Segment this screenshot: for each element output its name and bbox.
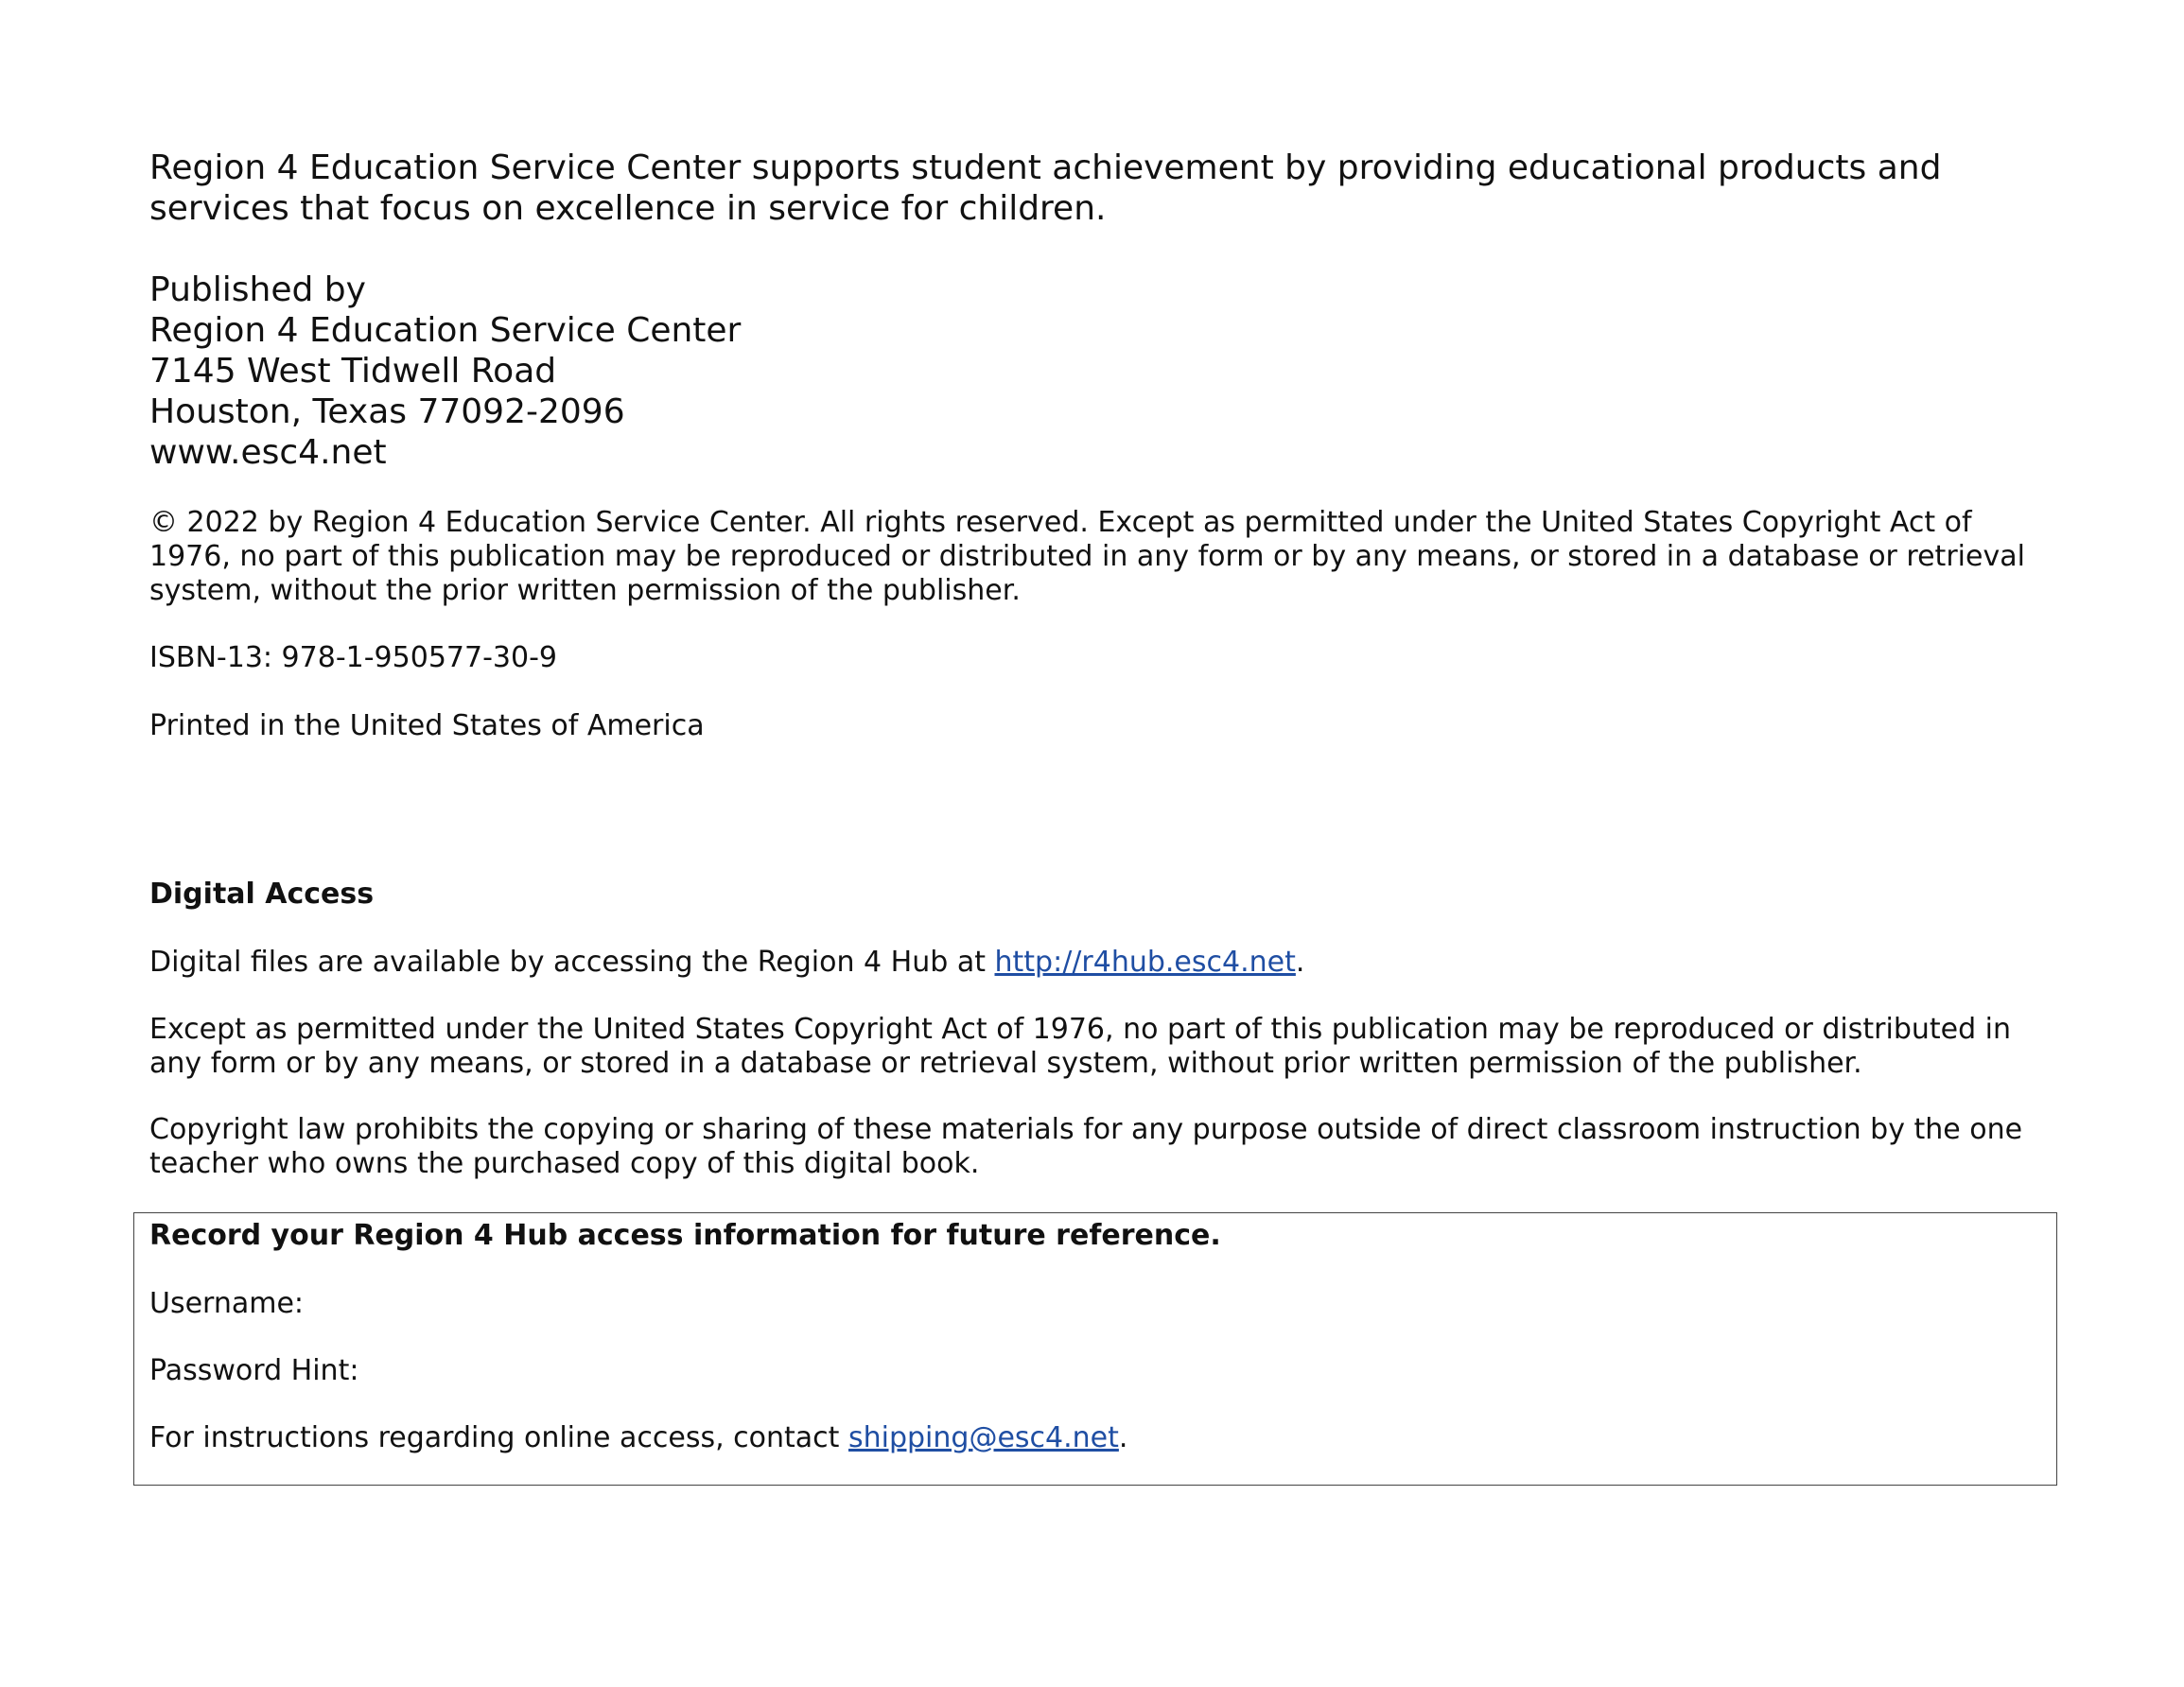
password-hint-label: Password Hint: xyxy=(149,1354,359,1387)
digital-access-heading: Digital Access xyxy=(149,878,375,911)
publisher-block xyxy=(149,270,741,473)
isbn: ISBN-13: 978-1-950577-30-9 xyxy=(149,641,557,674)
digital-files-text: Digital files are available by accessing the Region 4 Hub at xyxy=(149,946,995,979)
contact-text: For instructions regarding online access, contact xyxy=(149,1421,848,1454)
username-label: Username: xyxy=(149,1287,305,1320)
access-record-heading: Record your Region 4 Hub access information for future reference. xyxy=(149,1219,1221,1252)
digital-files-suffix: . xyxy=(1295,946,1305,979)
printed-location: Printed in the United States of America xyxy=(149,709,705,742)
contact-paragraph xyxy=(149,1421,1127,1455)
contact-suffix: . xyxy=(1118,1421,1128,1454)
copyright-restriction-paragraph: Except as permitted under the United States Copyright Act of 1976, no part of this publication may be reproduced or distributed in any form or by any means, or stored in a database or retrieval system, without prior written permission of the publisher. xyxy=(149,1013,2012,1080)
copyright-law-paragraph: Copyright law prohibits the copying or sharing of these materials for any purpose outside of direct classroom instruction by the one teacher who owns the purchased copy of this digital book. xyxy=(149,1113,2023,1180)
published-by-label: Published by xyxy=(149,270,366,309)
publisher-street: 7145 West Tidwell Road xyxy=(149,352,557,391)
publisher-name: Region 4 Education Service Center xyxy=(149,311,742,350)
publisher-website: www.esc4.net xyxy=(149,433,387,472)
r4hub-link[interactable]: http://r4hub.esc4.net xyxy=(994,946,1296,979)
publisher-city: Houston, Texas 77092-2096 xyxy=(149,392,625,431)
copyright-notice: © 2022 by Region 4 Education Service Center. All rights reserved. Except as permitted under the United States Copyright Act of 1976, no part of this publication may be reproduced or distributed in any form or by any means, or stored in a database or retrieval system, without the prior written permission of the publisher. xyxy=(149,506,2025,607)
access-record-box xyxy=(133,1212,2057,1486)
digital-files-paragraph xyxy=(149,946,1304,980)
mission-statement: Region 4 Education Service Center supports student achievement by providing educational products and services that focus on excellence in service for children. xyxy=(149,148,1942,228)
shipping-email-link[interactable]: shipping@esc4.net xyxy=(847,1421,1119,1454)
